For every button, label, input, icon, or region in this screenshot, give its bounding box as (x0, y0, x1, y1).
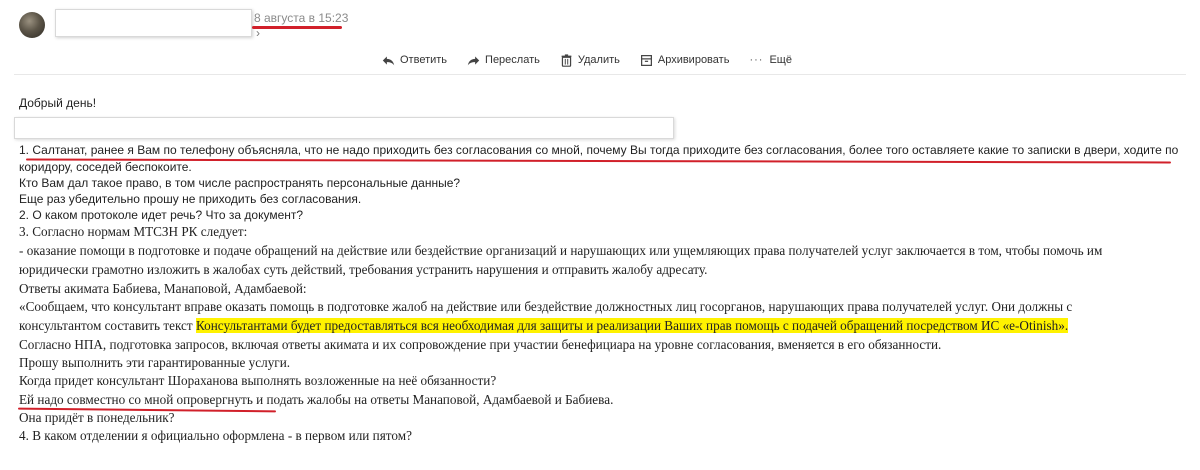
forward-label: Переслать (485, 54, 540, 66)
toolbar-divider (14, 74, 1186, 75)
body-line-12: Согласно НПА, подготовка запросов, включая ответы акимата и их сопровождение при участии бенефициара на уровне согласования, вменяется в его обязанности. (19, 337, 942, 352)
body-line-3: Кто Вам дал такое право, в том числе распространять персональные данные? (19, 176, 461, 190)
body-line-5: 2. О каком протоколе идет речь? Что за документ? (19, 208, 304, 222)
body-line-16: Она придёт в понедельник? (19, 410, 175, 425)
reply-button[interactable] (382, 54, 447, 67)
body-line-14: Когда придет консультант Шораханова выполнять возложенные на неё обязанности? (19, 373, 497, 388)
more-label: Ещё (769, 54, 792, 66)
body-line-1: 1. Салтанат, ранее я Вам по телефону объясняла, что не надо приходить без согласования со мной, почему Вы тогда приходите без согласования, более того оставляете какие то записки в двери, ходите по (19, 143, 1179, 157)
red-underline-paragraph-1 (26, 159, 1171, 164)
delete-label: Удалить (577, 54, 620, 66)
message-toolbar (382, 52, 812, 68)
archive-label: Архивировать (657, 54, 730, 66)
body-line-2: коридору, соседей беспокоите. (19, 160, 192, 174)
body-line-6: 3. Согласно нормам МТСЗН РК следует: (19, 224, 248, 239)
body-line-9: Ответы акимата Бабиева, Манаповой, Адамбаевой: (19, 281, 307, 296)
more-dots-icon: ··· (749, 54, 764, 66)
forward-button[interactable] (467, 54, 540, 67)
expand-details-icon[interactable]: › (256, 26, 260, 40)
body-line-7: - оказание помощи в подготовке и подаче обращений на действие или бездействие организаций и нарушающих или ущемляющих права получателей услуг заключается в том, чтобы помочь им (19, 243, 1103, 258)
body-line-4: Еще раз убедительно прошу не приходить без согласования. (19, 192, 362, 206)
message-date: 8 августа в 15:23 (254, 11, 349, 25)
more-button[interactable] (749, 54, 792, 66)
body-line-8: юридически грамотно изложить в жалобах суть действий, требования устранить нарушения и отправить жалобу адресату. (19, 262, 708, 277)
recipient-redacted (14, 117, 674, 139)
body-line-15: Ей надо совместно со мной опровергнуть и подать жалобы на ответы Манаповой, Адамбаевой и Бабиева. (19, 392, 614, 407)
body-line-11-text: консультантом составить текст (19, 318, 196, 333)
body-line-10: «Сообщаем, что консультант вправе оказать помощь в подготовке жалоб на действие или бездействие должностных лиц госорганов, нарушающих права получателей услуг. Они должны с (19, 299, 1073, 314)
highlighted-quote: Консультантами будет предоставляться вся необходимая для защиты и реализации Ваших прав помощь с подачей обращений посредством ИС «e-Otinish». (195, 318, 1069, 333)
avatar[interactable] (19, 12, 45, 38)
date-red-underline (252, 26, 342, 29)
sender-name-redacted (55, 9, 252, 37)
archive-button[interactable] (640, 54, 730, 67)
delete-button[interactable] (560, 54, 620, 67)
reply-label: Ответить (400, 54, 448, 66)
archive-icon (640, 54, 653, 67)
body-line-11 (19, 318, 1068, 334)
body-line-13: Прошу выполнить эти гарантированные услуги. (19, 355, 291, 370)
greeting: Добрый день! (19, 96, 97, 110)
reply-icon (382, 54, 395, 67)
trash-icon (560, 54, 573, 67)
body-line-17: 4. В каком отделении я официально оформлена - в первом или пятом? (19, 428, 412, 443)
forward-icon (467, 54, 480, 67)
